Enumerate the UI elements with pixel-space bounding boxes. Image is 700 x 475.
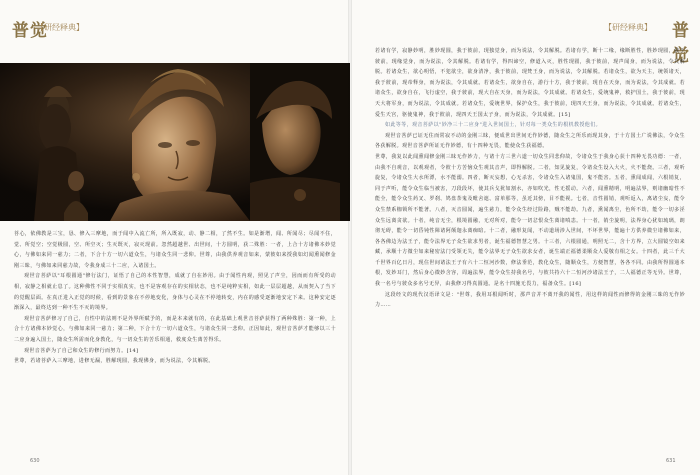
journal-logo: 普觉 xyxy=(672,21,690,66)
section-tag: 【研经释典】 xyxy=(36,23,84,32)
page-number: 630 xyxy=(30,458,40,464)
right-page xyxy=(350,0,700,475)
left-body-text xyxy=(14,229,336,367)
paragraph: 观世音菩萨为了自己和众生的修行而努力。[14] xyxy=(24,347,139,354)
paragraph: 若诸有学，寂静妙明，胜妙现圆，我于彼前，现独觉身，而为说法，令其解脱。若诸有学，断十二缘，缘断胜性，胜妙现圆，我于彼前，现缘觉身，而为说法，令其解脱。若诸有学，得四谛空，修道入灭，胜性现圆，我于彼前，现声闻身，而为说法，令其解脱。若诸众生，欲心明悟，不犯欲尘，欲身清净，我于彼前，现梵王身，而为说法，令其解脱。若诸众生，欲为天主，统领诸天，我于彼前，现帝释身，而为说法，令其成就。若诸众生，欲身自在，游行十方，我于彼前，现自在天身，而为说法，令其成就。若诸众生，欲身自在，飞行虚空，我于彼前，现大自在天身，而为说法，令其成就。若诸众生，爱统鬼神，救护国土，我于彼前，现天大将军身，而为说法，令其成就。若诸众生，爱统世界，保护众生，我于彼前，现四天王身，而为说法，令其成就。若诸众生，爱生天宫，驱使鬼神，我于彼前，现四天王国太子身，而为说法，令其成就。[15] xyxy=(375,48,685,118)
right-body-text xyxy=(375,46,685,311)
paragraph: 观世音菩萨修习了自己，自性中的法则不是外界所赋予的，而是本来就有的，在此基础上观世音菩萨获得了两种殊胜：第一种，上合十方诸佛本妙觉心，与佛如来同一慈力；第二种，下合十方一切六道众生，与诸众生同一悲仰。正因如此，观世音菩萨才能够以三十二应身遍入国土，随众生所需而化身教化，与一切众生的苦乐相通，救度众生离苦得乐。 xyxy=(14,315,336,343)
paragraph: 菩心，依佛教是三宝，恳、修入三摩地，而于闻中入流亡所，所入既寂，动、静二相，了然不生。如是渐增，闻、所闻尽；尽闻不住，觉、所觉空；空觉极圆，空、所空灭；生灭既灭，寂灭现前。忽然超越世、出世间，十方圆明，获二殊胜：一者，上合十方诸佛本妙觉心，与佛如来同一慈力；二者，下合十方一切六道众生，与诸众生同一悲仰。世尊，由我供养观音如来，蒙彼如来授我如幻闻熏闻修金刚三昧，与佛如来同慈力故，令我身成三十二应，入诸国土。 xyxy=(14,231,336,269)
paragraph: 观世音菩萨以"耳根圆通"修行法门，证悟了自己的本性智慧，成就了自在妙用。由于闻性内观，照见了声尘，因而而有所受的动相，寂静之相就止息了。这种佛性不同于实相真实，也不是客观存在的实相状态，也不是纯粹实相，如此一层层超越，从而契入了当下的觉醒层面。在真正进入正觉的时候，看到的景象在不停地变化，身体与心灵在不停地转变，内在的感受逐渐地安定下来。这种安定逐渐深入，最终达到一种不生不灭的境界。 xyxy=(14,273,336,312)
paragraph: 世尊，若诸菩萨入三摩地，进修无漏，胜解现圆，我现佛身，而为说法，令其解脱。 xyxy=(14,358,214,365)
paragraph: 这段经文的现代汉语译文是："世尊，我用耳根闻听时，那声音并不离开我的闻性，用这样的闻性而修得的金刚三昧的无作妙力…… xyxy=(375,291,685,309)
journal-logo: 普觉 xyxy=(12,21,48,41)
buddha-statues-photo-icon xyxy=(0,63,350,221)
paragraph: 如此等等，观音菩萨以"妙净三十二应身"进入世间国土，针对每一类众生的根机教授他们。 xyxy=(385,122,602,129)
section-tag: 【研经释典】 xyxy=(604,23,652,32)
paragraph: 世尊，我复以此闻熏闻修金刚三昧无作妙力，与诸十方三世六道一切众生同悲仰故，令诸众生于我身心获十四种无畏功德：一者，由我不自观音，以观观者，令彼十方苦恼众生观其音声，即得解脱。二者，知见旋复，令诸众生设入大火，火不能烧。三者，观听旋复，令诸众生大水所漂，水不能溺。四者，断灭妄想，心无杀害，令诸众生入诸鬼国，鬼不能害。五者，熏闻成闻，六根销复，同于声听，能令众生临当被害，刀段段坏，使其兵戈犹如割水，亦如吹光，性无摇动。六者，闻熏精明，明遍法界，则诸幽暗性不能全，能令众生药叉、罗刹、鸠盘荼鬼及毗舍遮、富单那等，虽近其傍，目不能视。七者，音性圆销，观听返入，离诸尘妄，能令众生禁系枷锁所不能著。八者，灭音圆闻，遍生慈力，能令众生经过险路，贼不能劫。九者，熏闻离尘，色所不劫，能令一切多淫众生远离贪欲。十者，纯音无尘，根境圆融，无对所对，能令一切忿恨众生离诸嗔恚。十一者，销尘旋明，法界身心犹如琉璃，朗彻无碍，能令一切昏钝性障诸阿颠迦永离痴暗。十二者，融形复闻，不动道场涉入世间，不坏世界，能遍十方供养微尘诸佛如来，各各佛边为法王子，能令法界无子众生欲求男者，诞生福德智慧之男。十三者，六根圆通，明照无二，含十方界，立大圆镜空如来藏，承顺十方微尘如来秘密法门受领无失，能令法界无子众生欲求女者，诞生端正福德柔顺众人爱敬有相之女。十四者，此三千大千世界百亿日月，现住世间诸法王子有六十二恒河沙数，修法垂范，教化众生，随顺众生，方便智慧，各各不同。由我所得圆通本根，发妙耳门，然后身心微妙含容，周遍法界，能令众生持我名号，与彼共持六十二恒河沙诸法王子，二人福德正等无异。世尊，我一名号与彼众多名号无异，由我修习得真圆通。是名十四施无畏力，福备众生。[16] xyxy=(375,153,685,288)
page-number: 631 xyxy=(666,458,676,464)
paragraph: 观世音菩萨已证无住而常寂不动的金刚三昧，便成世出世间无作妙德，随众生之所乐而现其身，于十方国土广说佛法，令众生各获解脱。观世音菩萨所证无作妙德，有十四种无畏，能使众生获福德。 xyxy=(375,132,685,150)
